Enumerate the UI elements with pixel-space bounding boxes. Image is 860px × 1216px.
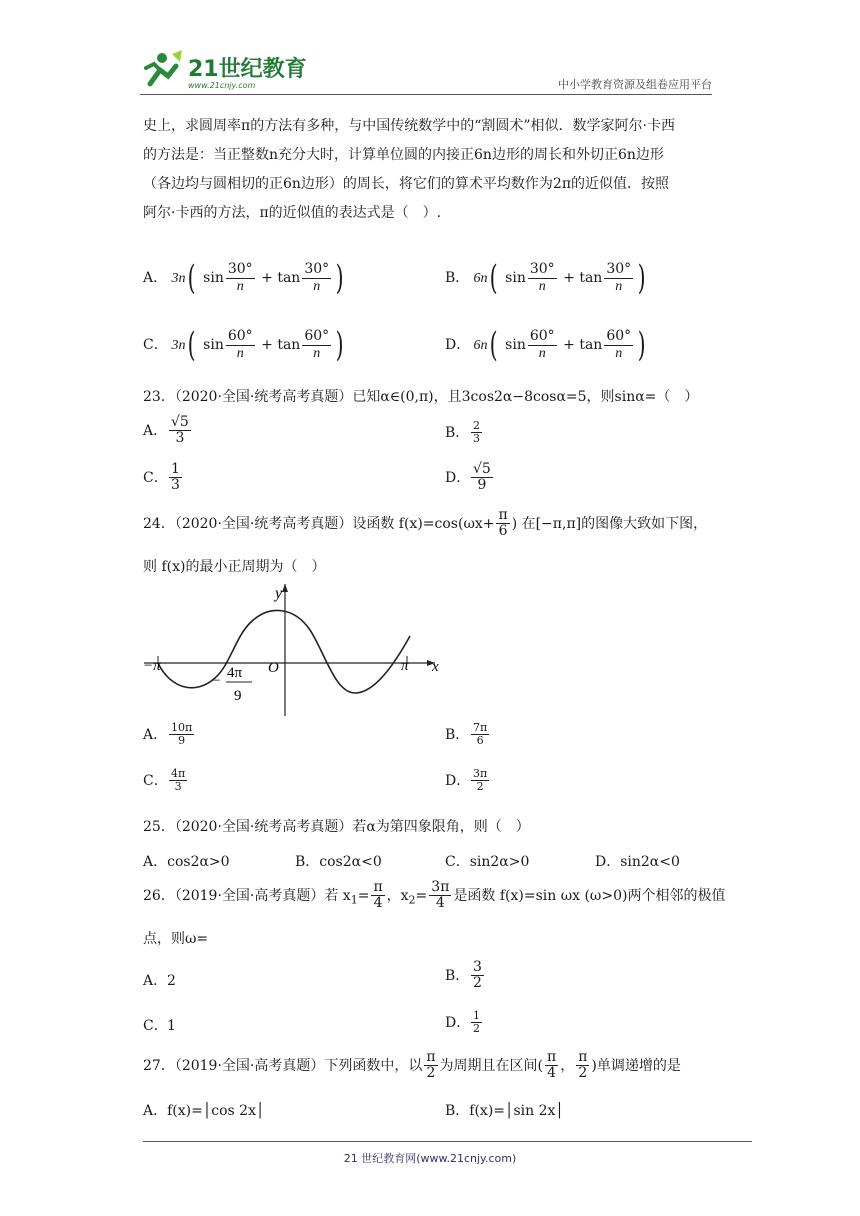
q23-option-b[interactable]: B． $\frac{2}{3}$ [445, 419, 480, 446]
footer-text: 21 世纪教育网(www.21cnjy.com) [343, 1152, 517, 1165]
cosine-curve [158, 610, 410, 693]
site-logo [140, 46, 310, 92]
x-label: x [432, 659, 439, 675]
q22-option-d[interactable]: D． 6n( sin $\frac{60^\circ}{n}$ + tan $\frac{60^\circ}{n}$ ) [445, 325, 646, 365]
q23-stem: 23．（2020·全国·统考高考真题）已知α∈(0,π)，且3cos2α−8cosα=5，则sinα=（ ） [143, 389, 699, 405]
q22-line4: 阿尔·卡西的方法，π的近似值的表达式是（ ）. [143, 205, 442, 221]
q23-option-a[interactable]: A． $\frac{√5}{3}$ [143, 414, 189, 447]
origin-label: O [268, 660, 279, 676]
mark-sign: − [212, 673, 221, 689]
q25-option-a[interactable]: A．cos2α>0 [143, 854, 230, 870]
q24-option-c[interactable]: C． $\frac{4\pi}{3}$ [143, 767, 186, 794]
q26-stem-line2: 点，则ω= [143, 931, 209, 947]
q23-option-d[interactable]: D． $\frac{√5}{9}$ [445, 461, 491, 494]
q24-graph [140, 578, 450, 718]
q26-stem: 26．（2019·全国·高考真题）若 $x_1=$ $\frac{\pi}{4}$ ，$x_2=$ $\frac{3\pi}{4}$ 是函数 f(x)=sin ωx (ω>0)两个相邻的极值 [143, 879, 726, 912]
q22-option-b[interactable]: B． 6n( sin $\frac{30^\circ}{n}$ + tan $\frac{30^\circ}{n}$ ) [445, 258, 646, 298]
q27-stem: 27．（2019·全国·高考真题）下列函数中，以 $\frac{\pi}{2}$ 为周期且在区间( $\frac{\pi}{4}$ ， $\frac{\pi}{2}$ )单调递增的是 [143, 1049, 681, 1082]
q24-option-b[interactable]: B． $\frac{7\pi}{6}$ [445, 721, 488, 748]
q23-option-c[interactable]: C． $\frac{1}{3}$ [143, 461, 180, 494]
q25-option-b[interactable]: B．cos2α<0 [295, 854, 382, 870]
q22-option-a[interactable]: A． 3n( sin $\frac{30^\circ}{n}$ + tan $\frac{30^\circ}{n}$ ) [143, 258, 344, 298]
q27-option-b[interactable]: B．f(x)=│sin 2x│ [445, 1103, 564, 1119]
q24-option-a[interactable]: A． $\frac{10\pi}{9}$ [143, 721, 193, 748]
site-tagline: 中小学教育资源及组卷应用平台 [558, 78, 712, 91]
q24-option-d[interactable]: D． $\frac{3\pi}{2}$ [445, 767, 488, 794]
q22-line1: 史上，求圆周率π的方法有多种，与中国传统数学中的“割圆术”相似．数学家阿尔·卡西 [143, 118, 675, 134]
q27-option-a[interactable]: A．f(x)=│cos 2x│ [143, 1103, 265, 1119]
q22-line3: （各边均与圆相切的正6n边形）的周长，将它们的算术平均数作为2π的近似值．按照 [143, 176, 670, 192]
right-pi-label: π [401, 658, 409, 674]
q26-option-a[interactable]: A．2 [143, 973, 176, 989]
y-label: y [275, 585, 283, 602]
q26-option-d[interactable]: D． $\frac{1}{2}$ [445, 1009, 480, 1036]
runner-icon [146, 50, 182, 84]
q25-option-d[interactable]: D．sin2α<0 [595, 854, 680, 870]
q22-line2: 的方法是：当正整数n充分大时，计算单位圆的内接正6n边形的周长和外切正6n边形 [143, 147, 664, 163]
y-arrow-icon [282, 584, 288, 592]
q24-stem: 24．（2020·全国·统考高考真题）设函数 f(x)=cos(ωx+ $\frac{\pi}{6}$ ) 在[−π,π]的图像大致如下图， [143, 507, 708, 540]
left-pi-label: −π [143, 658, 161, 674]
q26-option-b[interactable]: B． $\frac{3}{2}$ [445, 959, 482, 992]
q22-option-c[interactable]: C． 3n( sin $\frac{60^\circ}{n}$ + tan $\frac{60^\circ}{n}$ ) [143, 325, 344, 365]
mark-num: 4π [227, 665, 243, 681]
mark-den: 9 [234, 688, 242, 704]
q26-option-c[interactable]: C．1 [143, 1018, 176, 1034]
header-divider [140, 94, 712, 95]
q25-option-c[interactable]: C．sin2α>0 [445, 854, 530, 870]
logo-text: 21世纪教育 [188, 57, 307, 82]
q22-text [143, 112, 728, 228]
q25-stem: 25．（2020·全国·统考高考真题）若α为第四象限角，则（ ） [143, 819, 530, 835]
q24-stem-line2: 则 f(x)的最小正周期为（ ） [143, 559, 326, 575]
footer-divider [143, 1141, 752, 1142]
logo-url: www.21cnjy.com [188, 81, 256, 90]
